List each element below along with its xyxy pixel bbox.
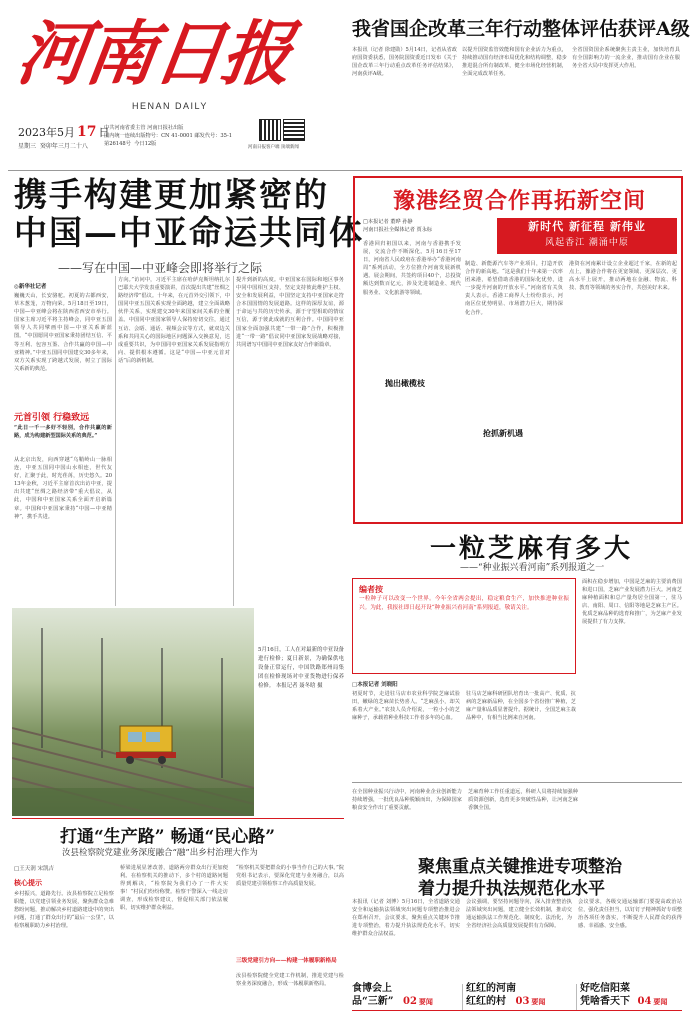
top-story-body: 本报讯（记者 徐建勋）5月14日，记者从省政府国资委获悉，国务院国资委近日发布《关于国企改革三年行动重点改革任务评估结果》，河南获评A级。 xyxy=(352,47,457,78)
featured-byline: □本报记者 董晔 孙静 河南日报社全媒体记者 贾永标 xyxy=(363,219,433,233)
banner-line1: 新时代 新征程 新伟业 xyxy=(528,220,646,233)
seed-bottom-rule xyxy=(352,782,682,783)
teaser-3-title: 好吃信阳菜 xyxy=(580,983,630,994)
lb-title[interactable]: 打通“生产路” 畅通“民心路” xyxy=(60,827,276,847)
headline-divider-1 xyxy=(115,276,116,606)
top-story-body-2: 以提升国资监管效能和国有企业活力为重点，持续推动国有经济布局优化和结构调整，稳步推进混合所有制改革，健全市场化经营机制，全面完成改革任务。 xyxy=(462,47,567,78)
top-story-body-3: 全省国资国企系统聚焦主责主业，加快培育具有全国影响力的一流企业，推动国有企业在服务全省大局中发挥更大作用。 xyxy=(572,47,680,70)
teaser-1-line2 xyxy=(352,995,460,1008)
teaser-3-page: 04 xyxy=(637,996,652,1007)
teaser-2-line2 xyxy=(466,995,574,1008)
footer-divider-1 xyxy=(462,984,463,1010)
lb-tag: 核心提示 xyxy=(14,878,42,887)
date-line xyxy=(18,124,109,141)
headline-subtitle: ——写在中国—中亚峰会即将举行之际 xyxy=(58,261,263,275)
headline-quote: “此日一千一多好不轻别，合作共赢的新路，成为构建新型国际关系的典范。” xyxy=(14,425,112,440)
photo-caption xyxy=(258,646,344,816)
editor-note-text: 一粒种子可以改变一个世界。今年全省两会提出，稳定粮食生产，加快推进种业振兴。为此，我报社即日起开设“种业振兴看河南”系列报道，敬请关注。 xyxy=(359,596,569,611)
teaser-2-page: 03 xyxy=(515,996,530,1007)
footer-teaser-2[interactable] xyxy=(466,982,574,1012)
footer-teaser-1[interactable] xyxy=(352,982,460,1012)
qr-caption: 河南日报客户端 顶端新闻 xyxy=(248,145,299,150)
agency-marker: ◎ xyxy=(14,284,19,290)
teaser-3-title2: 凭啥香天下 xyxy=(580,996,630,1007)
top-story-title[interactable]: 我省国企改革三年行动整体评估获评A级 xyxy=(352,18,690,40)
maintenance-vehicle xyxy=(116,726,176,764)
headline-col1b: 从北京出发，向西穿越“乌鞘岭山一脉相连，中亚五国同中国山水相连，世代友好，汇聚于此，时光荏苒，历史悠久。2013年金秋，习近平主席首次出访中亚，提出共建“丝绸之路经济带”重大倡议，从此，中国和中亚国家关系全面开启新篇章。中国和中亚国家秉持“中国—中亚精神”，携手共进。 xyxy=(14,457,112,520)
seed-author: □本报记者 刘晓阳 xyxy=(352,682,398,688)
seed-title[interactable]: 一粒芝麻有多大 xyxy=(430,534,634,564)
grass-field xyxy=(12,788,254,816)
rb-top-col2: 芝麻育种工作任重道远，科研人员将持续加强种质资源创新，选育更多突破性品种，让河南芝麻香飘全国。 xyxy=(468,789,578,812)
seed-col-right: 面积在稳步增加，中国是芝麻的主要消费国和进口国，芝麻产业发展潜力巨大。河南芝麻种植面积和总产量均居全国第一，驻马店、南阳、周口、信阳等地是芝麻主产区。优质芝麻品种的选育和推广，为芝麻产业发展提供了有力支撑。 xyxy=(582,579,682,626)
date-day: 17 xyxy=(77,124,97,140)
teaser-2-title: 红红的河南 xyxy=(466,983,516,994)
teaser-3-line2 xyxy=(580,995,684,1008)
headline-line1[interactable]: 携手构建更加紧密的 xyxy=(14,175,329,214)
featured-col2: 制造、新能源汽车等产业项目，打造开放合作的新高地。“这是我们十年来第一次率团来港，希望借助香港的国际化优势，进一步提升河南的开放水平。”河南省有关负责人表示。香港工商界人士纷纷表示，河南区位优势明显、市场潜力巨大，期待深化合作。 xyxy=(465,261,563,316)
issue-number: 第26148号 xyxy=(104,141,131,147)
headline-agency xyxy=(14,282,46,290)
rb-title2[interactable]: 着力提升执法规范化水平 xyxy=(418,879,605,899)
cn-number: 国内统一连续出版物号：CN 41-0001 xyxy=(104,133,193,139)
banner-line2: 风起香江 潮涌中原 xyxy=(545,238,629,248)
headline-line2[interactable]: 中国—中亚命运共同体 xyxy=(14,213,364,252)
featured-sub1: 抛出橄榄枝 xyxy=(385,378,425,388)
editor-note-box xyxy=(352,578,576,674)
lunar-date: 癸卯年三月二十八 xyxy=(39,143,88,150)
agency-name: 新华社记者 xyxy=(18,284,47,290)
masthead-pinyin: HENAN DAILY xyxy=(132,101,208,111)
seed-subtitle: ——“种业振兴看河南”系列报道之一 xyxy=(460,563,605,573)
weekday: 星期三 xyxy=(18,143,37,150)
qr-code[interactable] xyxy=(260,120,280,140)
left-bottom-rule xyxy=(12,818,344,819)
featured-sub2: 抢抓新机遇 xyxy=(483,428,523,438)
editor-note-label: 编者按 xyxy=(359,584,383,594)
masthead xyxy=(12,8,342,168)
headline-col3: 提升到新的高度。中亚国家在国际和地区事务中同中国相互支持，坚定支持彼此维护主权、安全和发展利益，中国坚定支持中亚国家走符合本国国情的发展道路。这样的深厚友谊，源于命运与共的历史传承，源于守望相助的情谊互信，源于彼此成就的互利合作。中国同中亚国家全面加强共建“一带一路”合作，积极推进“一带一路”倡议同中亚国家发展战略对接，共同谱写中国同中亚国家友好合作新篇章。 xyxy=(236,277,344,348)
teaser-1-section: 要闻 xyxy=(418,997,433,1006)
page-count: 今日12版 xyxy=(134,141,157,147)
featured-title[interactable]: 豫港经贸合作再拓新空间 xyxy=(393,188,647,214)
lb-byline: □王天润 宋凯吉 xyxy=(14,866,54,872)
caption-text: 5月16日，工人在对最新的中亚设备进行检修；夏日新景，为确保供电设备正常运行，中国铁路郑州局集团在检修现场对中亚货物进行保养检修。 xyxy=(258,647,344,689)
rb-col3: 会议要求，各级交通运输部门要提高政治站位，强化责任担当，以钉钉子精神抓好专项整治各项任务落实，不断提升人民群众的获得感、幸福感、安全感。 xyxy=(578,899,682,930)
train-photo-illustration xyxy=(12,608,254,816)
teaser-3-section: 要闻 xyxy=(653,997,668,1006)
qr-code-2[interactable] xyxy=(284,120,304,140)
footer-teasers xyxy=(352,1012,682,1016)
rb-col2: 会议强调，要坚持问题导向，深入排查整治执法领域突出问题，建立健全长效机制，推动交通运输执法工作规范化、制度化、法治化，为全省经济社会高质量发展提供有力保障。 xyxy=(466,899,572,930)
teaser-1-page: 02 xyxy=(403,996,417,1007)
date-prefix: 2023年5月 xyxy=(18,126,75,139)
footer-teaser-3[interactable] xyxy=(580,982,684,1012)
lb-col3b: 汝县检察院健全党建工作机制，推进党建与检察业务深度融合，形成一体履职新格局。 xyxy=(236,973,344,988)
headline-section1: 元首引领 行稳致远 xyxy=(14,413,90,423)
lb-col2: 桥梁进展显著改善，道路两旁群众出行更加便利。在检察机关的推动下，多个村的道路问题得到解决，“检察院为我们办了一件大实事！”村民们纷纷称赞。检察干警深入一线走访调查，形成检察建议，督促相关部门依法履职，切实维护群众利益。 xyxy=(120,865,228,912)
lb-subtitle: 汝县检察院党建业务深度融合“融”出乡村治理大作为 xyxy=(62,848,258,858)
sponsor: 中共河南省委主管 河南日报社出版 xyxy=(104,125,184,131)
teaser-2-title2: 红红的村 xyxy=(466,996,506,1007)
headline-divider-2 xyxy=(233,276,234,606)
teaser-1-title2: 品“三新” xyxy=(352,996,394,1007)
caption-credit: 本报记者 聂冬晗 摄 xyxy=(275,683,323,689)
weekday-line xyxy=(18,141,88,150)
masthead-logo: 河南日报 xyxy=(12,12,296,95)
lb-col1: 乡村振兴，道路先行。汝县检察院立足检察职能，以党建引领业务发展，聚焦群众急难愁盼问题，推动解决乡村道路建设中的突出问题，打通了群众出行的“最后一公里”，以检察履职助力乡村治理。 xyxy=(14,891,114,930)
teaser-2-section: 要闻 xyxy=(531,997,546,1006)
train-photo xyxy=(12,608,254,816)
masthead-rule xyxy=(8,170,682,171)
headline-col2: 方向。”访问中，习近平主席在哈萨克斯坦纳扎尔巴耶夫大学发表重要演讲，首次提出共建“丝绸之路经济带”倡议。十年来，在元首外交引领下，中国同中亚五国关系实现全面跨越，建立全面战略伙伴关系，实现建交30年来国家间关系的全覆盖。中国同中亚国家领导人保持密切交往，通过互访、会晤、通话、视频会议等方式，就双边关系和共同关心的国际地区问题深入交换意见，达成重要共识，为中国同中亚国家关系发展指明方向、提供根本遵循。这是“中国—中亚元首对话”后的新机制。 xyxy=(118,277,230,364)
seed-col1: 初夏时节，走进驻马店市农业科学院芝麻试验田，嫩绿的芝麻苗长势喜人。“芝麻虽小，却关系着大产业。”农技人员介绍说，一粒小小的芝麻种子，承载着种业科技工作者多年的心血。 xyxy=(352,691,460,722)
featured-col3: 港资在河南累计设立企业超过千家，在新的起点上，豫港合作将在更宽领域、更深层次、更高水平上展开，推动两地在金融、物流、科技、教育等领域的务实合作，共创美好未来。 xyxy=(569,261,677,292)
seed-col2: 驻马店芝麻科研团队培育出一批高产、优质、抗病的芝麻新品种，在全国多个省份推广种植，芝麻产量和品质显著提升。据统计，全国芝麻主栽品种中，有相当比例来自河南。 xyxy=(466,691,576,722)
lb-sub: 三级党建引方向——构建一体履职新格局 xyxy=(236,958,337,964)
date-suffix: 日 xyxy=(98,126,110,139)
featured-col1: 香港回归祖国以来，河南与香港携手发展，交流合作不断深化。5月16日至17日，河南省人民政府在香港举办“香港河南周”系列活动，全方位推介河南发展新机遇。展会期间，共签约项目40个，总投资额达到数百亿元，涉及先进制造业、现代服务业、文化旅游等领域。 xyxy=(363,241,461,296)
postal-code: 邮发代号：35-1 xyxy=(194,133,233,139)
rb-top-col1: 在全国种业振兴行动中，河南种业企业创新能力持续增强，一批优良品种脱颖而出，为保障国家粮食安全作出了重要贡献。 xyxy=(352,789,462,812)
footer-divider-2 xyxy=(576,984,577,1010)
featured-banner xyxy=(497,218,677,254)
rb-title1[interactable]: 聚焦重点关键推进专项整治 xyxy=(418,857,622,877)
headline-col1a: 巍巍天山，长安骆驼。初夏的古都西安，草木葱茏，万物向荣。5月18日至19日，中国—中亚峰会将在陕西省西安市举行。国家主席习近平将主持峰会，同中亚五国领导人共同擘画中国—中亚关系新蓝图。“中国愿同中亚国家秉持团结互信、平等互利、包容互鉴、合作共赢的中国—中亚精神。”中亚五国同中国建交30多年来，双方关系实现了跨越式发展，树立了国际关系新的典范。 xyxy=(14,293,112,372)
featured-box xyxy=(353,176,683,524)
teaser-1-title: 食博会上 xyxy=(352,983,392,994)
rb-col1: 本报讯（记者 刘博）5月16日，全省道路交通安全和运输执法领域突出问题专项整治推进会在郑州召开，会议要求，聚焦重点关键环节推进专项整治，着力提升执法规范化水平，切实维护群众合法权益。 xyxy=(352,899,460,938)
cn-postal xyxy=(104,132,274,140)
top-story xyxy=(352,10,690,168)
lb-col3: “检察机关要把群众的小事当作自己的大事。”院党组书记表示，要深化党建与业务融合，以高质量党建引领检察工作高质量发展。 xyxy=(236,865,344,888)
